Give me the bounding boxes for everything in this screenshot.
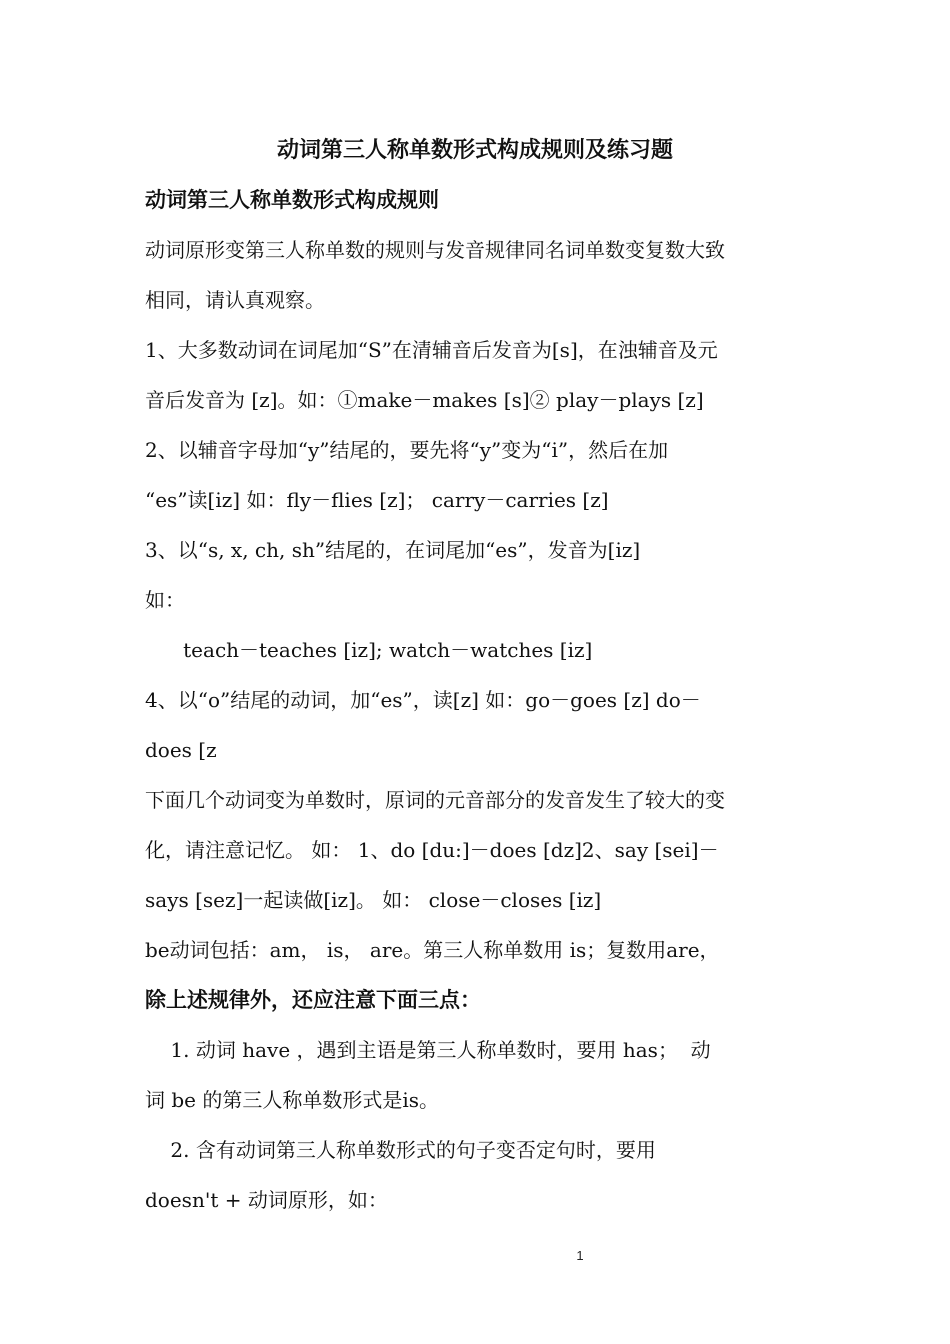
body-line: be动词包括：am， is， are。第三人称单数用 is；复数用are，: [145, 938, 720, 962]
body-line: 化，请注意记忆。 如： 1、do [du:]－does [dz]2、say [sei]－: [145, 838, 719, 862]
body-line: “es”读[iz] 如：fly－flies [z]； carry－carries [z]: [145, 488, 609, 512]
point-line: 2. 含有动词第三人称单数形式的句子变否定句时，要用: [145, 1138, 656, 1162]
page-title: 动词第三人称单数形式构成规则及练习题: [276, 138, 673, 163]
body-line: 4、以“o”结尾的动词，加“es”，读[z] 如：go－goes [z] do－: [145, 688, 701, 712]
point-line: doesn't + 动词原形，如：: [145, 1188, 388, 1212]
point-line: 1. 动词 have ，遇到主语是第三人称单数时，要用 has； 动: [145, 1038, 711, 1062]
section-heading: 动词第三人称单数形式构成规则: [145, 188, 439, 212]
point-line: 词 be 的第三人称单数形式是is。: [145, 1088, 440, 1112]
body-line: 动词原形变第三人称单数的规则与发音规律同名词单数变复数大致: [145, 238, 725, 262]
body-line: 音后发音为 [z]。如：①make－makes [s]② play－plays [z]: [145, 388, 704, 412]
body-line: 下面几个动词变为单数时，原词的元音部分的发音发生了较大的变: [145, 788, 725, 812]
body-line: 如：: [145, 588, 185, 612]
body-line: 2、以辅音字母加“y”结尾的，要先将“y”变为“i”，然后在加: [145, 438, 669, 462]
body-line: 1、大多数动词在词尾加“S”在清辅音后发音为[s]，在浊辅音及元: [145, 338, 718, 362]
body-line: 3、以“s, x, ch, sh”结尾的，在词尾加“es”，发音为[iz]: [145, 538, 641, 562]
body-line: does [z: [145, 738, 217, 762]
example-line: teach－teaches [iz]; watch－watches [iz]: [145, 638, 593, 662]
body-line: 相同，请认真观察。: [145, 288, 325, 312]
body-line: says [sez]一起读做[iz]。 如： close－closes [iz]: [145, 888, 602, 912]
page-number: 1: [576, 1248, 584, 1263]
bold-note: 除上述规律外，还应注意下面三点：: [145, 988, 481, 1012]
